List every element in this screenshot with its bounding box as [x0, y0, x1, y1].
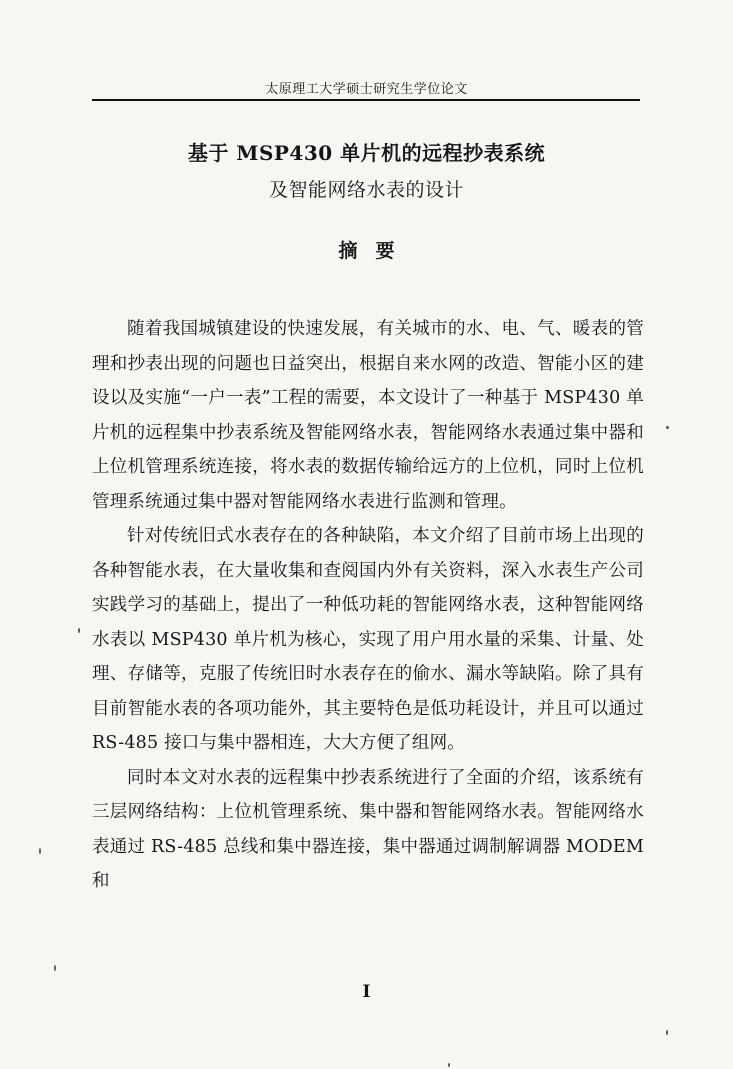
- scan-speck: [39, 848, 41, 854]
- running-header: 太原理工大学硕士研究生学位论文: [265, 82, 468, 97]
- scan-speck: [666, 1030, 668, 1035]
- scan-speck: [448, 1063, 450, 1067]
- header-rule: [92, 99, 640, 101]
- scan-speck: [666, 426, 669, 429]
- abstract-paragraph-1: 随着我国城镇建设的快速发展，有关城市的水、电、气、暖表的管理和抄表出现的问题也日益突出，根据自来水网的改造、智能小区的建设以及实施“一户一表”工程的需要，本文设计了一种基于 MSP430 单片机的远程集中抄表系统及智能网络水表，智能网络水表通过集中器和上位机管理系统连接，将水表的数据传输给远方的上位机，同时上位机管理系统通过集中器对智能网络水表进行监测和管理。: [92, 319, 644, 512]
- scan-speck: [78, 628, 80, 633]
- thesis-title-line-2: 及智能网络水表的设计: [268, 179, 464, 201]
- scan-speck: [54, 965, 56, 971]
- abstract-body: [92, 312, 644, 899]
- abstract-heading: 摘要: [338, 240, 413, 262]
- abstract-paragraph-2: 针对传统旧式水表存在的各种缺陷，本文介绍了目前市场上出现的各种智能水表，在大量收集和查阅国内外有关资料，深入水表生产公司实践学习的基础上，提出了一种低功耗的智能网络水表，这种智能网络水表以 MSP430 单片机为核心，实现了用户用水量的采集、计量、处理、存储等，克服了传统旧时水表存在的偷水、漏水等缺陷。除了具有目前智能水表的各项功能外，其主要特色是低功耗设计，并且可以通过 RS-485 接口与集中器相连，大大方便了组网。: [92, 526, 644, 753]
- thesis-title-line-1: 基于 MSP430 单片机的远程抄表系统: [187, 141, 546, 165]
- page-number: I: [362, 982, 371, 1002]
- abstract-paragraph-3: 同时本文对水表的远程集中抄表系统进行了全面的介绍，该系统有三层网络结构：上位机管理系统、集中器和智能网络水表。智能网络水表通过 RS-485 总线和集中器连接，集中器通过调制解调器 MODEM 和: [92, 767, 644, 891]
